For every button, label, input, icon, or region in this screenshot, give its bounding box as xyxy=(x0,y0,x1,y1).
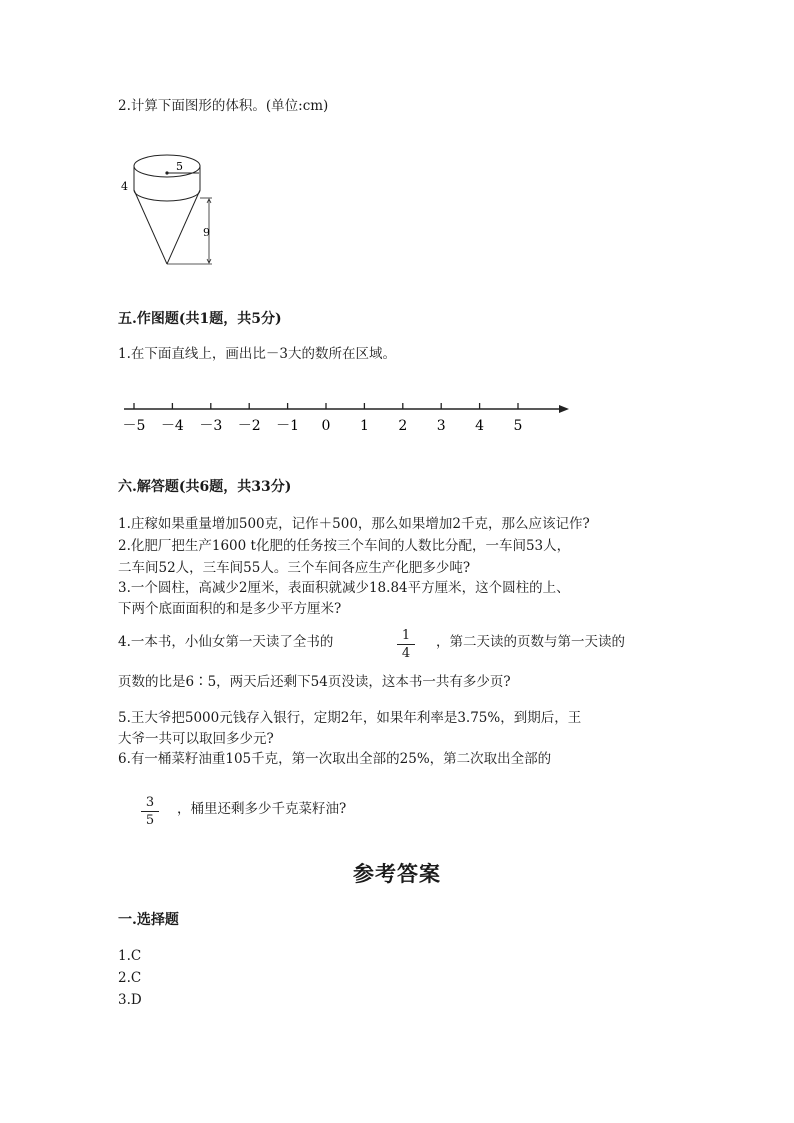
fraction-bar xyxy=(141,811,159,812)
q4-fraction-denominator: 4 xyxy=(401,646,411,661)
number-line-label: 0 xyxy=(321,418,331,434)
number-line-label: 4 xyxy=(475,418,485,434)
q2-text: 2.计算下面图形的体积。(单位:cm) xyxy=(118,98,329,114)
answer-item: 2.C xyxy=(118,970,142,986)
sec6-q3-line1: 3.一个圆柱，高减少2厘米，表面积就减少18.84平方厘米，这个圆柱的上、 xyxy=(118,580,570,596)
q6-fraction xyxy=(141,795,159,828)
q4-fraction xyxy=(397,628,415,661)
number-line xyxy=(118,396,578,438)
cylinder-height-label: 4 xyxy=(121,180,128,193)
number-line-label: 5 xyxy=(513,418,523,434)
answers-section1-heading: 一.选择题 xyxy=(118,912,179,928)
q6-fraction-denominator: 5 xyxy=(145,813,155,828)
q6-fraction-numerator: 3 xyxy=(145,795,155,810)
sec6-q2-line2: 二车间52人，三车间55人。三个车间各应生产化肥多少吨? xyxy=(118,560,471,576)
answer-item: 3.D xyxy=(118,992,142,1008)
section6-heading: 六.解答题(共6题，共33分) xyxy=(118,479,292,495)
sec6-q2-line1: 2.化肥厂把生产1600 t化肥的任务按三个车间的人数比分配，一车间53人， xyxy=(118,538,571,554)
sec6-q5-line1: 5.王大爷把5000元钱存入银行，定期2年，如果年利率是3.75%，到期后，王 xyxy=(118,710,582,726)
sec6-q4-line2: 页数的比是6∶5，两天后还剩下54页没读，这本书一共有多少页? xyxy=(118,674,511,690)
cone-height-label: 9 xyxy=(203,226,210,239)
cylinder-cone-figure xyxy=(112,148,222,270)
answer-item: 1.C xyxy=(118,948,142,964)
q4-fraction-numerator: 1 xyxy=(401,628,411,643)
number-line-label: 2 xyxy=(398,418,408,434)
number-line-label: －1 xyxy=(276,418,300,434)
sec6-q3-line2: 下两个底面面积的和是多少平方厘米? xyxy=(118,601,342,617)
sec6-q6-line1: 6.有一桶菜籽油重105千克，第一次取出全部的25%，第二次取出全部的 xyxy=(118,751,552,767)
number-line-label: 1 xyxy=(359,418,369,434)
sec6-q6-line2: ，桶里还剩多少千克菜籽油? xyxy=(177,801,347,817)
number-line-label: －4 xyxy=(160,418,184,434)
sec6-q4-line1b: ，第二天读的页数与第一天读的 xyxy=(436,634,625,650)
answers-title: 参考答案 xyxy=(353,861,441,886)
fraction-bar xyxy=(397,644,415,645)
radius-label: 5 xyxy=(176,160,183,173)
sec6-q4-line1a: 4.一本书，小仙女第一天读了全书的 xyxy=(118,634,334,650)
sec6-q1: 1.庄稼如果重量增加500克，记作＋500，那么如果增加2千克，那么应该记作? xyxy=(118,516,590,532)
sec5-q1: 1.在下面直线上，画出比－3大的数所在区域。 xyxy=(118,346,396,362)
number-line-label: －3 xyxy=(199,418,223,434)
section5-heading: 五.作图题(共1题，共5分) xyxy=(118,311,282,327)
sec6-q5-line2: 大爷一共可以取回多少元? xyxy=(118,731,274,747)
number-line-label: 3 xyxy=(436,418,446,434)
number-line-label: －5 xyxy=(122,418,146,434)
number-line-label: －2 xyxy=(237,418,261,434)
